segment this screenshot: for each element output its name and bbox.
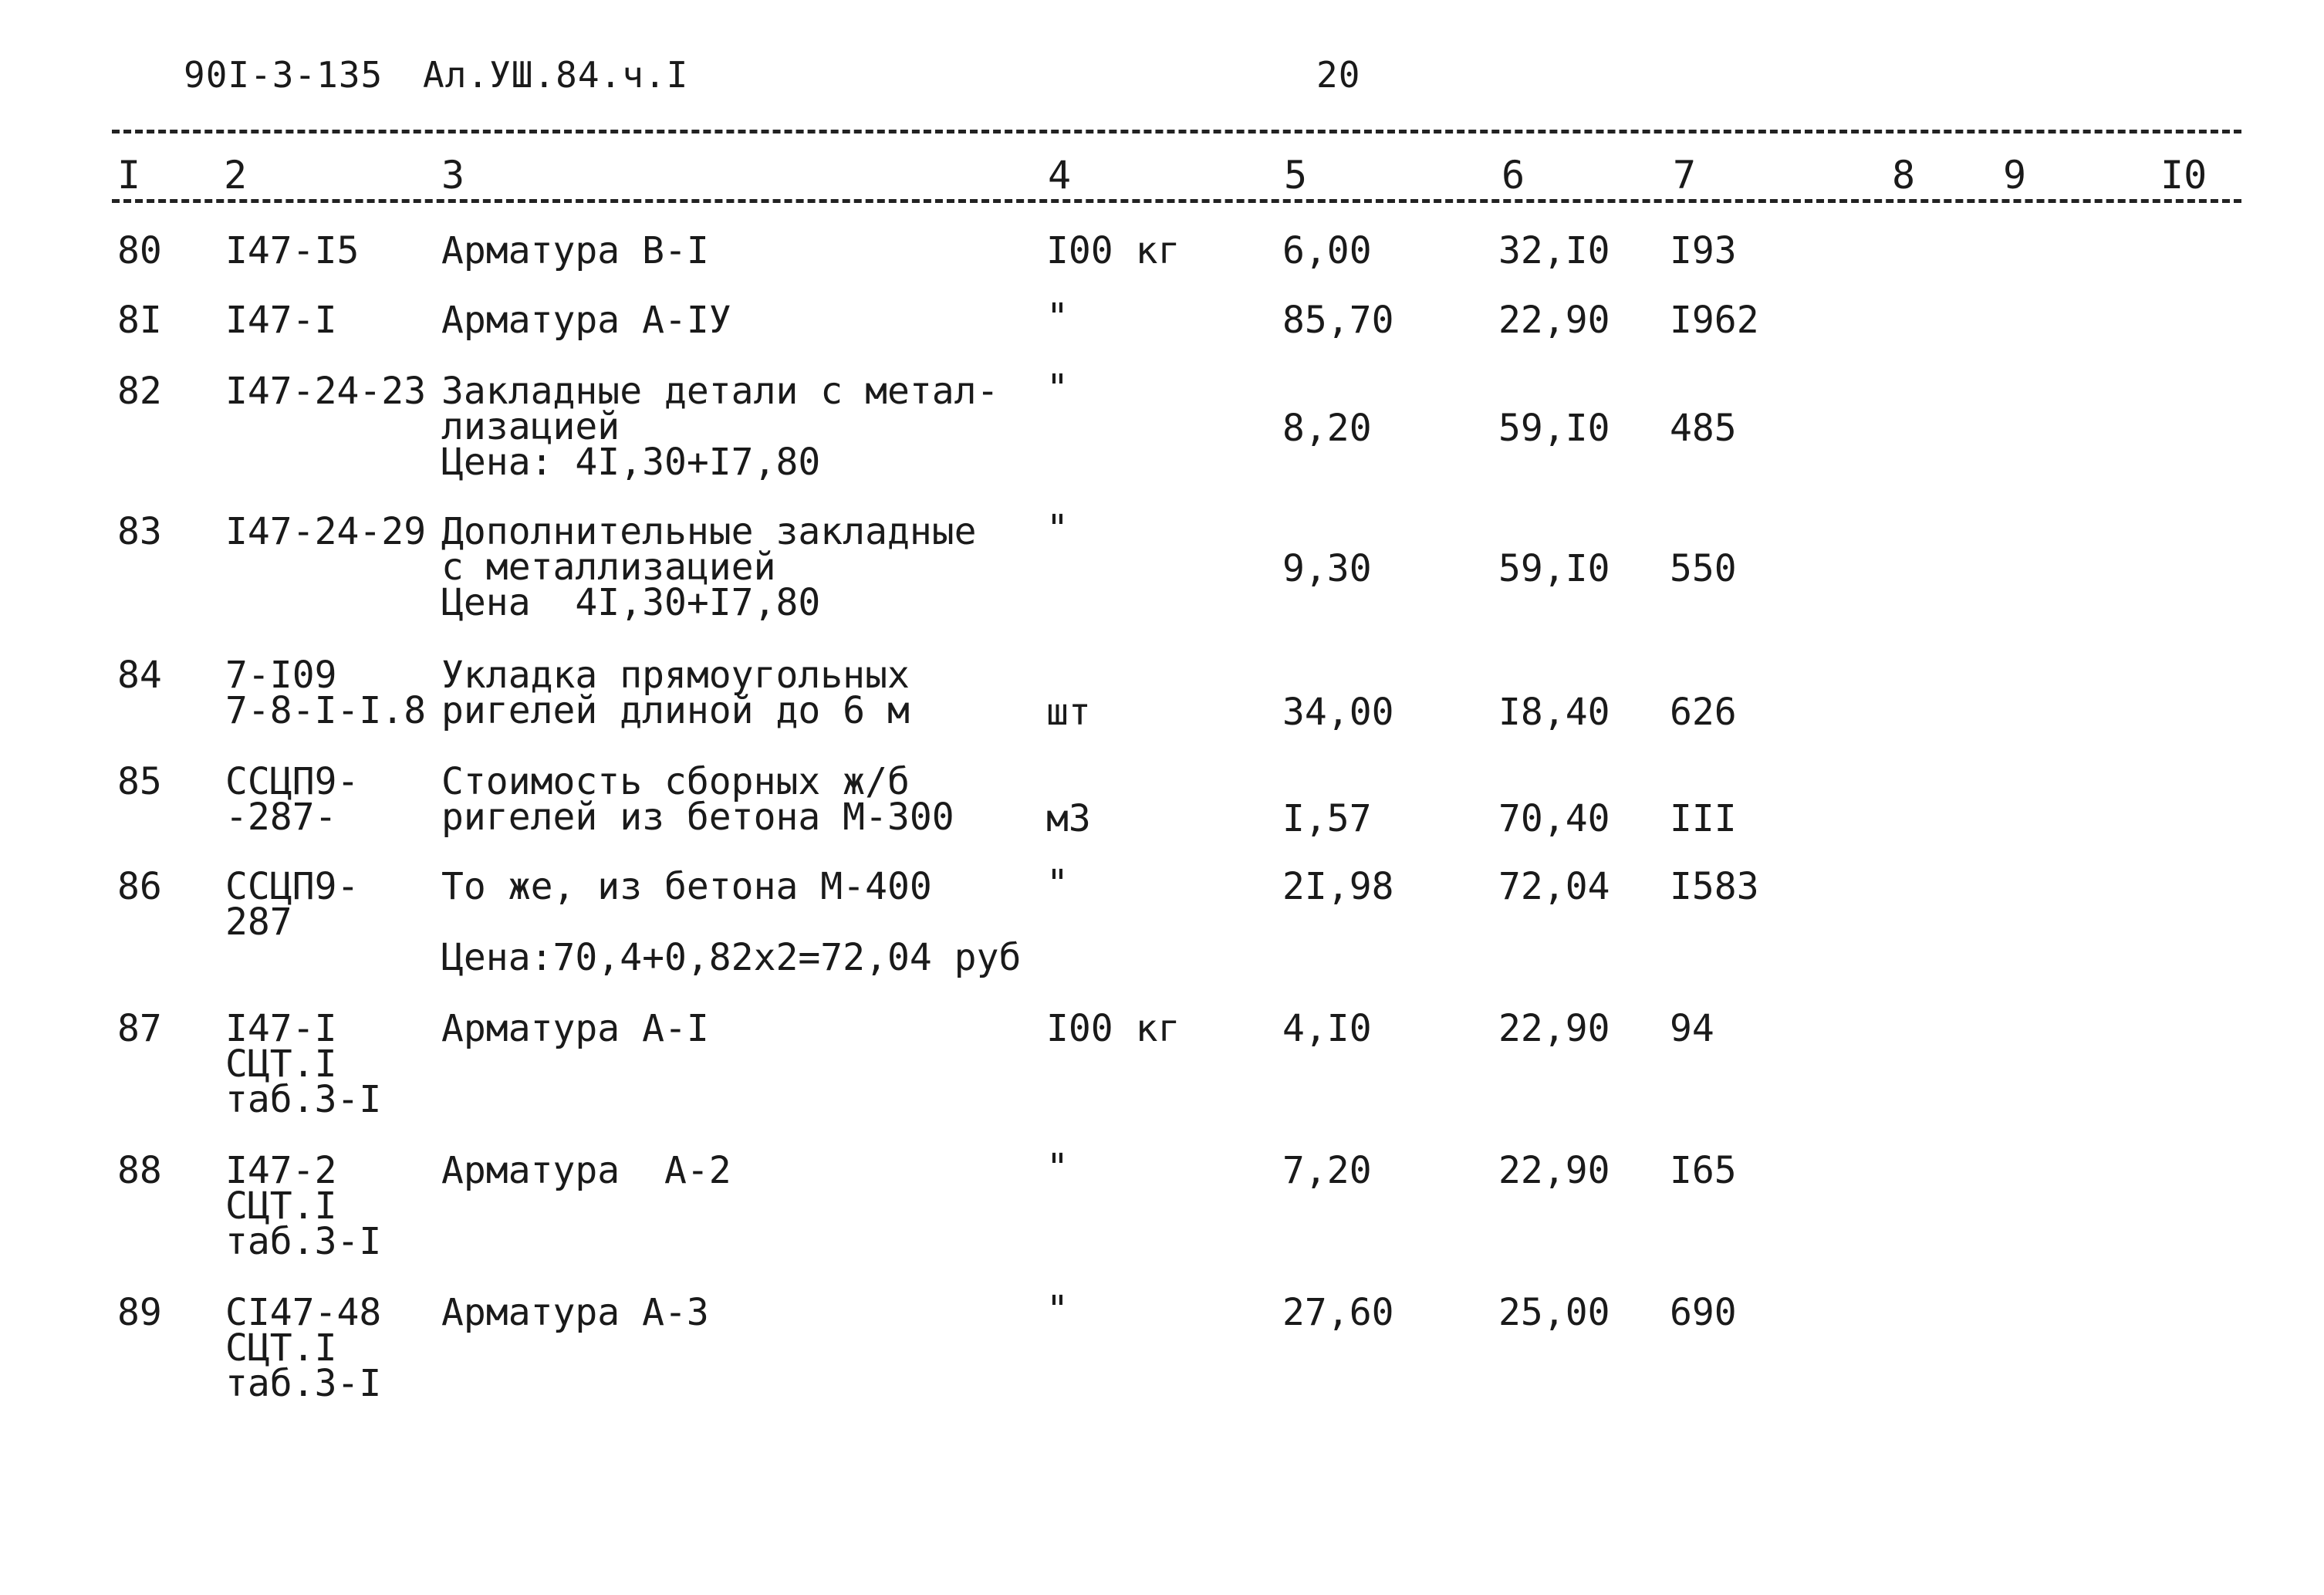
row-code-line: СЦТ.I [225,1184,337,1228]
header-separator-top [112,130,2241,133]
row-code-line: 7-8-I-I.8 [225,689,427,732]
row-code-line: I47-I [225,299,337,342]
row-description-line: ригелей длиной до 6 м [441,689,910,732]
row-code-line: ССЦП9- [225,865,360,908]
row-quantity: 4,I0 [1282,1007,1372,1050]
row-code [225,865,360,944]
row-unit-price: 22,90 [1498,299,1610,342]
row-unit: м3 [1046,797,1091,840]
row-number: 89 [117,1291,162,1334]
row-quantity: I,57 [1282,797,1372,840]
row-unit: " [1046,862,1069,905]
row-code-line: I47-2 [225,1149,337,1192]
row-number: 85 [117,760,162,803]
row-quantity: 6,00 [1282,229,1372,272]
row-number: 87 [117,1007,162,1050]
row-description-line: Дополнительные закладные [441,510,977,553]
row-unit: " [1046,1288,1069,1331]
row-total: 94 [1670,1007,1714,1050]
row-code-line: 7-I09 [225,654,337,697]
row-code-line: 287 [225,901,292,944]
row-total: 550 [1670,547,1737,590]
row-number: 82 [117,370,162,413]
row-description [441,1291,709,1334]
album-reference: Ал.УШ.84.ч.I [423,54,689,96]
row-description-line: Закладные детали с метал- [441,370,999,413]
row-code-line: I47-I5 [225,229,360,272]
row-quantity: 2I,98 [1282,865,1394,908]
row-unit: шт [1046,691,1091,734]
row-code [225,760,360,839]
column-number-8: 8 [1892,153,1916,198]
row-description-line: Укладка прямоугольных [441,654,910,697]
row-total: 690 [1670,1291,1737,1334]
row-description [441,1149,731,1192]
column-number-4: 4 [1048,153,1072,198]
row-unit-price: 22,90 [1498,1007,1610,1050]
row-code-line: I47-24-23 [225,370,427,413]
row-total: III [1670,797,1737,840]
page-number: 20 [1316,54,1361,96]
row-description-line: Цена: 4I,30+I7,80 [441,441,821,484]
row-description-line: Арматура А-2 [441,1149,731,1192]
row-description-line: лизацией [441,405,620,448]
row-total: 485 [1670,407,1737,450]
row-quantity: 34,00 [1282,691,1394,734]
row-unit-price: 32,I0 [1498,229,1610,272]
row-unit-price: 59,I0 [1498,547,1610,590]
row-description [441,510,977,624]
document-code: 90I-3-135 [184,54,383,96]
row-unit-price: I8,40 [1498,691,1610,734]
row-code [225,299,337,342]
row-code [225,1149,382,1263]
row-number: 83 [117,510,162,553]
row-description-line: То же, из бетона М-400 [441,865,932,908]
row-total: 626 [1670,691,1737,734]
row-code-line: -287- [225,796,337,839]
row-unit: " [1046,367,1069,410]
row-total: I583 [1670,865,1759,908]
row-description [441,299,731,342]
row-description [441,1007,709,1050]
row-code [225,370,427,413]
column-number-7: 7 [1673,153,1697,198]
row-number: 80 [117,229,162,272]
row-code-line: таб.3-I [225,1078,382,1121]
row-description-line: с металлизацией [441,546,776,589]
column-number-10: I0 [2160,153,2207,198]
row-code [225,1007,382,1121]
row-code-line: СЦТ.I [225,1042,337,1086]
row-total: I93 [1670,229,1737,272]
row-description-line: Арматура А-3 [441,1291,709,1334]
row-unit: " [1046,507,1069,550]
row-description [441,654,910,732]
row-unit-price: 70,40 [1498,797,1610,840]
row-unit: I00 кг [1046,1007,1181,1050]
row-description-line: Арматура А-I [441,1007,709,1050]
row-number: 84 [117,654,162,697]
row-number: 8I [117,299,162,342]
row-code-line: таб.3-I [225,1362,382,1405]
row-code-line: ССЦП9- [225,760,360,803]
row-quantity: 9,30 [1282,547,1372,590]
row-unit: " [1046,1146,1069,1189]
row-description [441,760,954,839]
row-quantity: 27,60 [1282,1291,1394,1334]
row-number: 88 [117,1149,162,1192]
row-code-line: СI47-48 [225,1291,382,1334]
row-description-line: Цена:70,4+0,82х2=72,04 руб [441,936,1022,979]
row-description-line: Цена 4I,30+I7,80 [441,581,821,624]
row-description-line: Арматура А-IУ [441,299,731,342]
row-code-line: I47-I [225,1007,337,1050]
row-total: I65 [1670,1149,1737,1192]
column-number-1: I [117,153,141,198]
row-description [441,865,1022,979]
row-unit-price: 72,04 [1498,865,1610,908]
row-unit-price: 25,00 [1498,1291,1610,1334]
row-code [225,1291,382,1405]
row-code [225,510,427,553]
row-description [441,370,999,484]
row-quantity: 85,70 [1282,299,1394,342]
row-code [225,229,360,272]
row-code-line: СЦТ.I [225,1326,337,1370]
column-number-5: 5 [1284,153,1308,198]
row-number: 86 [117,865,162,908]
row-code-line: таб.3-I [225,1220,382,1263]
row-description-line: Стоимость сборных ж/б [441,760,910,803]
row-unit: " [1046,296,1069,339]
row-code [225,654,427,732]
row-description-line: Арматура В-I [441,229,709,272]
column-number-2: 2 [224,153,248,198]
row-unit-price: 59,I0 [1498,407,1610,450]
row-quantity: 8,20 [1282,407,1372,450]
row-description-line [441,904,1021,940]
row-unit-price: 22,90 [1498,1149,1610,1192]
row-description [441,229,709,272]
column-number-9: 9 [2003,153,2027,198]
column-number-6: 6 [1501,153,1525,198]
row-unit: I00 кг [1046,229,1181,272]
column-number-3: 3 [441,153,465,198]
header-separator-bottom [112,199,2241,203]
row-total: I962 [1670,299,1759,342]
row-quantity: 7,20 [1282,1149,1372,1192]
row-description-line: ригелей из бетона М-300 [441,796,954,839]
row-code-line: I47-24-29 [225,510,427,553]
